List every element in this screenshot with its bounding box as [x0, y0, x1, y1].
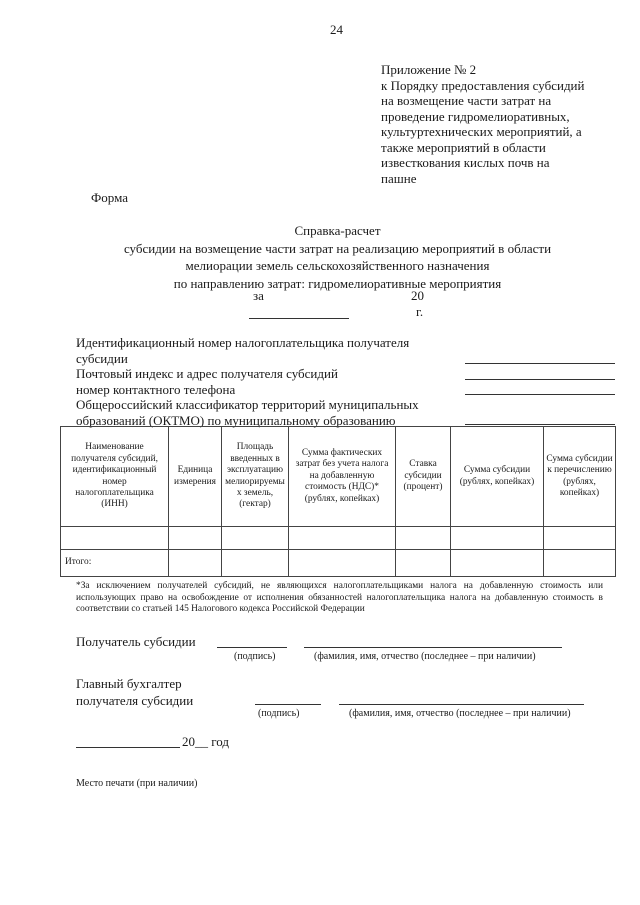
title-line: по направлению затрат: гидромелиоративные мероприятия [173, 275, 502, 291]
accountant-line: получателя субсидии [76, 693, 194, 708]
appendix-line: известкования кислых почв на [381, 155, 550, 170]
title-line: Справка-расчет [294, 223, 381, 238]
period-suffix: г. [416, 304, 424, 319]
header-cell: Площадь введенных в эксплуатацию мелиорируемых земель, (гектар) [222, 427, 289, 527]
total-label: Итого: [61, 550, 169, 577]
table-header-row [61, 427, 616, 527]
table-cell[interactable] [289, 550, 396, 577]
document-title [60, 222, 615, 292]
recipient-label: Получатель субсидии [76, 634, 196, 649]
appendix-block [381, 62, 631, 186]
table-cell[interactable] [451, 527, 544, 550]
table-cell[interactable] [222, 550, 289, 577]
table-cell[interactable] [169, 527, 222, 550]
table-cell[interactable] [61, 527, 169, 550]
field-inn-label: Идентификационный номер налогоплательщика получателя [76, 335, 410, 350]
header-cell: Наименование получателя субсидий, идентификационный номер налогоплательщика (ИНН) [61, 427, 169, 527]
title-line: мелиорации земель сельскохозяйственного назначения [185, 258, 490, 273]
appendix-line: к Порядку предоставления субсидий [381, 77, 585, 93]
accountant-name-line[interactable] [339, 704, 584, 705]
appendix-line: культуртехнических мероприятий, а [381, 124, 582, 139]
recipient-signature-line[interactable] [217, 647, 287, 648]
appendix-line: проведение гидромелиоративных, [381, 108, 570, 124]
signature-caption: (подпись) [258, 708, 300, 719]
title-line: субсидии на возмещение части затрат на реализацию мероприятий в области [123, 240, 552, 256]
table-cell[interactable] [222, 527, 289, 550]
recipient-name-line[interactable] [304, 647, 562, 648]
inn-input-line[interactable] [465, 363, 615, 364]
stamp-note: Место печати (при наличии) [76, 778, 198, 789]
phone-input-line[interactable] [465, 394, 615, 395]
period-prefix: за [253, 288, 264, 303]
header-cell: Сумма субсидии к перечислению (рублях, копейках) [544, 427, 616, 527]
date-blank-line[interactable] [76, 747, 180, 748]
name-caption: (фамилия, имя, отчество (последнее – при наличии) [314, 651, 536, 662]
field-oktmo-label-cont: образований (ОКТМО) по муниципальному образованию [76, 412, 396, 428]
appendix-line: пашне [381, 170, 417, 186]
page-number: 24 [330, 22, 343, 37]
accountant-signature-line[interactable] [255, 704, 321, 705]
table-cell[interactable] [396, 550, 451, 577]
table-cell[interactable] [289, 527, 396, 550]
recipient-fields [76, 335, 436, 429]
address-input-line[interactable] [465, 379, 615, 380]
date-year: 20__ год [182, 734, 229, 749]
calculation-table [60, 426, 616, 577]
header-cell: Сумма субсидии (рублях, копейках) [451, 427, 544, 527]
footnote: *За исключением получателей субсидий, не являющихся налогоплательщиками налога на добавленную стоимость или использующих право на освобождение от исполнения обязанностей налогоплательщика налога на добавленную стоимость в соответствии со статьей 145 Налогового кодекса Российской Федерации [76, 581, 603, 615]
period-year: 20 [411, 288, 424, 303]
field-phone-label: номер контактного телефона [76, 381, 236, 397]
accountant-line: Главный бухгалтер [76, 676, 182, 691]
oktmo-input-line[interactable] [465, 424, 615, 425]
header-cell: Сумма фактических затрат без учета налога на добавленную стоимость (НДС)* (рублях, копейках) [289, 427, 396, 527]
appendix-line: также мероприятий в области [381, 139, 546, 155]
field-inn-label-cont: субсидии [76, 350, 128, 366]
table-cell[interactable] [544, 527, 616, 550]
table-cell[interactable] [169, 550, 222, 577]
table-cell[interactable] [544, 550, 616, 577]
name-caption: (фамилия, имя, отчество (последнее – при наличии) [349, 708, 571, 719]
signature-caption: (подпись) [234, 651, 276, 662]
table-cell[interactable] [451, 550, 544, 577]
header-cell: Единица измерения [169, 427, 222, 527]
period-blank-line [249, 318, 349, 319]
table-cell[interactable] [396, 527, 451, 550]
field-oktmo-label: Общероссийский классификатор территорий муниципальных [76, 397, 419, 413]
appendix-line: Приложение № 2 [381, 62, 477, 77]
header-cell: Ставка субсидии (процент) [396, 427, 451, 527]
field-address-label: Почтовый индекс и адрес получателя субсидий [76, 366, 338, 382]
form-label: Форма [91, 190, 128, 205]
table-row [61, 527, 616, 550]
accountant-label [76, 675, 193, 709]
table-total-row [61, 550, 616, 577]
appendix-line: на возмещение части затрат на [381, 93, 552, 108]
